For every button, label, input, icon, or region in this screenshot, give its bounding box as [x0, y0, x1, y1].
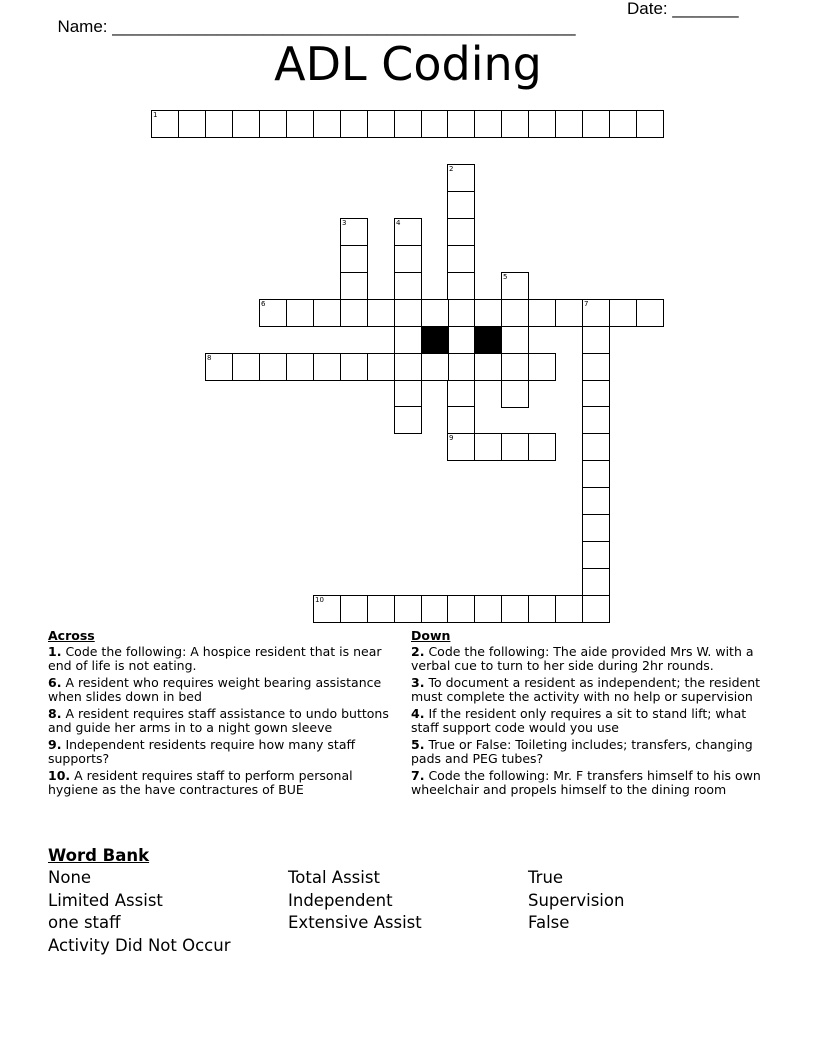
date-field[interactable]: Date: _______ — [627, 0, 739, 18]
word-bank-item: Supervision — [528, 890, 625, 910]
word-bank-column — [528, 867, 624, 935]
clue-across-6: 6. A resident who requires weight bearing assistance when slides down in bed — [48, 675, 382, 704]
grid-cell[interactable] — [205, 353, 233, 381]
grid-cell[interactable] — [313, 299, 341, 327]
grid-cell[interactable] — [528, 299, 556, 327]
grid-cell[interactable] — [528, 353, 556, 381]
grid-cell[interactable] — [447, 191, 475, 219]
grid-cell[interactable] — [582, 460, 610, 488]
grid-cell[interactable] — [555, 110, 583, 138]
grid-cell[interactable] — [474, 433, 502, 461]
grid-cell[interactable] — [501, 595, 529, 623]
grid-cell[interactable] — [313, 110, 341, 138]
grid-cell[interactable] — [232, 110, 260, 138]
grid-cell[interactable] — [609, 299, 637, 327]
clue-across-1: 1. Code the following: A hospice resident that is near end of life is not eating. — [48, 644, 382, 673]
grid-cell[interactable] — [340, 110, 368, 138]
word-bank-item: Limited Assist — [48, 890, 163, 910]
word-bank-item: Activity Did Not Occur — [48, 936, 231, 956]
grid-cell[interactable] — [582, 541, 610, 569]
grid-cell[interactable] — [447, 299, 475, 327]
grid-cell[interactable] — [582, 433, 610, 461]
grid-cell[interactable] — [582, 487, 610, 515]
grid-cell[interactable] — [474, 595, 502, 623]
grid-cell[interactable] — [582, 299, 610, 327]
word-bank-column — [48, 867, 230, 958]
grid-cell[interactable] — [205, 110, 233, 138]
grid-cell[interactable] — [394, 326, 422, 354]
grid-cell[interactable] — [582, 353, 610, 381]
grid-cell[interactable] — [286, 110, 314, 138]
grid-cell[interactable] — [501, 353, 529, 381]
grid-cell[interactable] — [501, 272, 529, 300]
puzzle-title: ADL Coding — [274, 37, 542, 91]
grid-cell[interactable] — [582, 380, 610, 408]
grid-cell[interactable] — [582, 514, 610, 542]
grid-cell[interactable] — [528, 110, 556, 138]
grid-cell[interactable] — [394, 245, 422, 273]
grid-cell[interactable] — [501, 110, 529, 138]
grid-cell[interactable] — [447, 433, 475, 461]
across-heading: Across — [48, 628, 95, 643]
grid-cell[interactable] — [582, 326, 610, 354]
grid-cell[interactable] — [313, 353, 341, 381]
grid-cell[interactable] — [474, 353, 502, 381]
grid-cell[interactable] — [286, 353, 314, 381]
cell-number: 2 — [449, 165, 454, 173]
grid-cell[interactable] — [259, 353, 287, 381]
name-date-line — [48, 0, 768, 36]
clue-down-3: 3. To document a resident as independent; the resident must complete the activity with no help or supervision — [411, 675, 761, 704]
grid-cell[interactable] — [394, 110, 422, 138]
grid-cell[interactable] — [609, 110, 637, 138]
down-clues — [411, 629, 776, 800]
grid-cell[interactable] — [447, 353, 475, 381]
grid-cell[interactable] — [447, 164, 475, 192]
grid-cell[interactable] — [582, 568, 610, 596]
grid-cell[interactable] — [501, 299, 529, 327]
word-bank-item: one staff — [48, 913, 121, 933]
cell-number: 1 — [153, 111, 158, 119]
across-clues — [48, 629, 398, 800]
grid-cell[interactable] — [340, 353, 368, 381]
grid-cell[interactable] — [394, 380, 422, 408]
grid-cell[interactable] — [313, 595, 341, 623]
clue-down-2: 2. Code the following: The aide provided Mrs W. with a verbal cue to turn to her side during 2hr rounds. — [411, 644, 754, 673]
grid-cell[interactable] — [394, 218, 422, 246]
grid-cell[interactable] — [501, 380, 529, 408]
grid-cell[interactable] — [394, 406, 422, 434]
grid-cell[interactable] — [367, 110, 395, 138]
grid-cell[interactable] — [259, 299, 287, 327]
grid-cell[interactable] — [555, 299, 583, 327]
clue-across-9: 9. Independent residents require how many staff supports? — [48, 737, 356, 766]
grid-cell[interactable] — [340, 272, 368, 300]
grid-cell[interactable] — [636, 299, 664, 327]
grid-cell[interactable] — [447, 406, 475, 434]
cell-number: 8 — [207, 354, 212, 362]
grid-cell[interactable] — [367, 299, 395, 327]
grid-cell[interactable] — [394, 595, 422, 623]
grid-cell[interactable] — [421, 353, 449, 381]
cell-number: 3 — [342, 219, 347, 227]
grid-cell[interactable] — [447, 272, 475, 300]
grid-cell[interactable] — [447, 218, 475, 246]
cell-number: 10 — [315, 596, 324, 604]
name-field[interactable]: Name: _________________________________________________ — [57, 17, 576, 36]
grid-cell[interactable] — [582, 595, 610, 623]
grid-cell[interactable] — [582, 110, 610, 138]
grid-cell[interactable] — [151, 110, 179, 138]
word-bank — [48, 846, 768, 956]
word-bank-column — [288, 867, 422, 935]
grid-block — [474, 326, 502, 354]
grid-block — [421, 326, 449, 354]
grid-cell[interactable] — [528, 433, 556, 461]
word-bank-item: Total Assist — [288, 868, 380, 887]
cell-number: 7 — [584, 300, 589, 308]
grid-cell[interactable] — [286, 299, 314, 327]
grid-cell[interactable] — [447, 595, 475, 623]
grid-cell[interactable] — [421, 595, 449, 623]
grid-cell[interactable] — [340, 218, 368, 246]
word-bank-item: None — [48, 868, 92, 887]
word-bank-item: Independent — [288, 890, 393, 910]
word-bank-title: Word Bank — [48, 846, 150, 865]
grid-cell[interactable] — [447, 245, 475, 273]
grid-cell[interactable] — [367, 353, 395, 381]
grid-cell[interactable] — [447, 380, 475, 408]
word-bank-item: Extensive Assist — [288, 913, 422, 933]
cell-number: 6 — [261, 300, 266, 308]
grid-cell[interactable] — [421, 110, 449, 138]
grid-cell[interactable] — [394, 272, 422, 300]
grid-cell[interactable] — [394, 299, 422, 327]
grid-cell[interactable] — [178, 110, 206, 138]
cell-number: 5 — [503, 273, 508, 281]
grid-cell[interactable] — [394, 353, 422, 381]
grid-cell[interactable] — [474, 299, 502, 327]
grid-cell[interactable] — [501, 326, 529, 354]
grid-cell[interactable] — [582, 406, 610, 434]
clue-across-10: 10. A resident requires staff to perform personal hygiene as the have contractures of BUE — [48, 768, 353, 797]
grid-cell[interactable] — [636, 110, 664, 138]
grid-cell[interactable] — [340, 299, 368, 327]
clue-down-5: 5. True or False: Toileting includes; transfers, changing pads and PEG tubes? — [411, 737, 753, 766]
down-heading: Down — [411, 628, 451, 643]
word-bank-item: True — [528, 868, 564, 887]
grid-cell[interactable] — [474, 110, 502, 138]
cell-number: 4 — [396, 219, 401, 227]
grid-cell[interactable] — [447, 326, 475, 354]
clue-down-7: 7. Code the following: Mr. F transfers himself to his own wheelchair and propels himself to the dining room — [411, 768, 761, 797]
grid-cell[interactable] — [501, 433, 529, 461]
grid-cell[interactable] — [421, 299, 449, 327]
grid-cell[interactable] — [367, 595, 395, 623]
grid-cell[interactable] — [555, 595, 583, 623]
clue-across-8: 8. A resident requires staff assistance to undo buttons and guide her arms in to a night gown sleeve — [48, 706, 389, 735]
grid-cell[interactable] — [528, 595, 556, 623]
word-bank-item: False — [528, 913, 570, 933]
grid-cell[interactable] — [340, 595, 368, 623]
clue-down-4: 4. If the resident only requires a sit to stand lift; what staff support code would you use — [411, 706, 747, 735]
grid-cell[interactable] — [232, 353, 260, 381]
grid-cell[interactable] — [259, 110, 287, 138]
cell-number: 9 — [449, 434, 454, 442]
grid-cell[interactable] — [340, 245, 368, 273]
grid-cell[interactable] — [447, 110, 475, 138]
